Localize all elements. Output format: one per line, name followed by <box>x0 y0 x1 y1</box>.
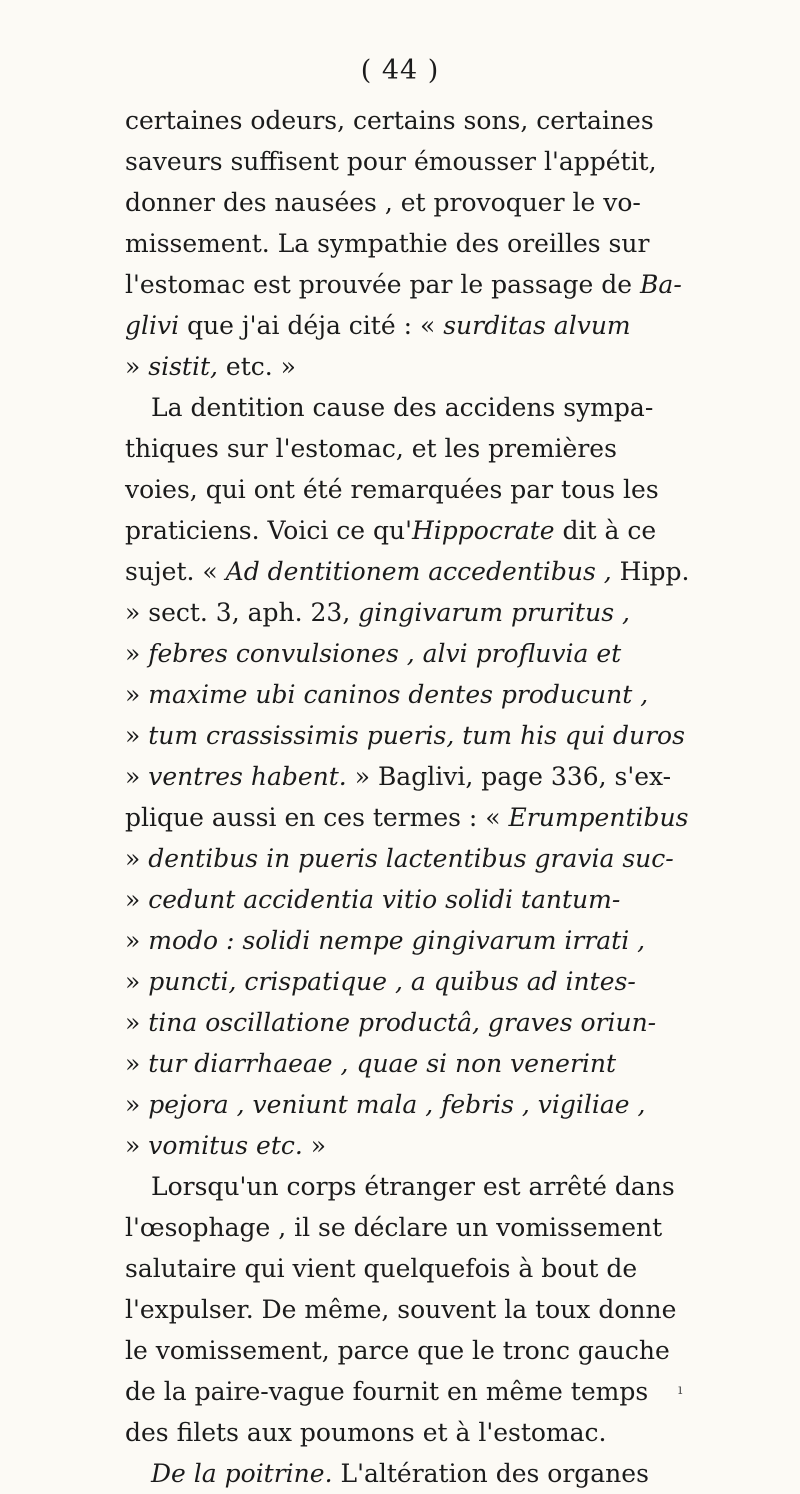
page-number: ( 44 ) <box>360 55 440 86</box>
text-line: » dentibus in pueris lactentibus gravia suc- <box>125 844 674 873</box>
paragraph-start: La dentition cause des accidens sympa- <box>151 393 654 422</box>
text-line: » modo : solidi nempe gingivarum irrati , <box>125 926 646 955</box>
body-text <box>125 100 705 1494</box>
text-line: missement. La sympathie des oreilles sur <box>125 229 650 258</box>
text-line: praticiens. Voici ce qu'Hippocrate dit à ce <box>125 516 657 545</box>
text-line: plique aussi en ces termes : « Erumpentibus <box>125 803 689 832</box>
text-line: sujet. « Ad dentitionem accedentibus , Hipp. <box>125 557 690 586</box>
text-line: le vomissement, parce que le tronc gauche <box>125 1336 670 1365</box>
text-line: » vomitus etc. » <box>125 1131 327 1160</box>
text-line: » pejora , veniunt mala , febris , vigiliae , <box>125 1090 646 1119</box>
text-line: des filets aux poumons et à l'estomac. <box>125 1418 607 1447</box>
text-line: certaines odeurs, certains sons, certaines <box>125 106 654 135</box>
text-line: salutaire qui vient quelquefois à bout de <box>125 1254 638 1283</box>
text-line: donner des nausées , et provoquer le vo- <box>125 188 641 217</box>
paper-speck: ı <box>678 1382 683 1398</box>
text-line: » ventres habent. » Baglivi, page 336, s'ex- <box>125 762 672 791</box>
text-line: saveurs suffisent pour émousser l'appétit, <box>125 147 657 176</box>
text-line: » tum crassissimis pueris, tum his qui duros <box>125 721 685 750</box>
text-line: l'œsophage , il se déclare un vomissement <box>125 1213 663 1242</box>
section-heading-line: De la poitrine. L'altération des organes <box>151 1459 649 1488</box>
text-line: » sect. 3, aph. 23, gingivarum pruritus , <box>125 598 630 627</box>
text-line: » sistit, etc. » <box>125 352 296 381</box>
paragraph-start: Lorsqu'un corps étranger est arrêté dans <box>151 1172 675 1201</box>
text-line: l'expulser. De même, souvent la toux donne <box>125 1295 677 1324</box>
text-line: » febres convulsiones , alvi profluvia et <box>125 639 622 668</box>
text-line: thiques sur l'estomac, et les premières <box>125 434 617 463</box>
text-line: » puncti, crispatique , a quibus ad intes- <box>125 967 636 996</box>
text-line: glivi que j'ai déja cité : « surditas alvum <box>125 311 631 340</box>
text-line: voies, qui ont été remarquées par tous les <box>125 475 659 504</box>
text-line: l'estomac est prouvée par le passage de Ba- <box>125 270 682 299</box>
text-line: » cedunt accidentia vitio solidi tantum- <box>125 885 621 914</box>
text-line: de la paire-vague fournit en même temps <box>125 1377 649 1406</box>
text-line: » tur diarrhaeae , quae si non venerint <box>125 1049 617 1078</box>
text-line: » tina oscillatione productâ, graves oriun- <box>125 1008 657 1037</box>
text-line: » maxime ubi caninos dentes producunt , <box>125 680 649 709</box>
